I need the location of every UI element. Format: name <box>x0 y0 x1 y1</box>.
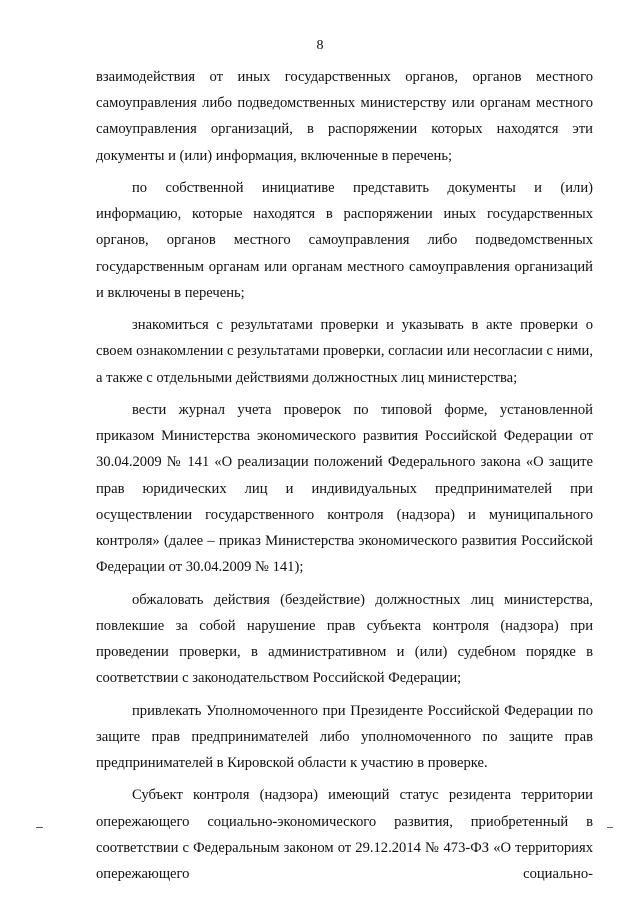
paragraph-appeal-actions: обжаловать действия (бездействие) должностных лиц министерства, повлекшие за собой нарушение прав субъекта контроля (надзора) при проведении проверки, в административном и (или) судебном порядке в соответствии с законодательством Российской Федерации; <box>96 591 593 687</box>
paragraph-inspection-log: вести журнал учета проверок по типовой форме, установленной приказом Министерства экономического развития Российской Федерации от 30.04.2009 № 141 «О реализации положений Федерального закона «О защите прав юридических лиц и индивидуальных предпринимателей при осуществлении государственного контроля (надзора) и муниципального контроля» (далее – приказ Министерства экономического развития Российской Федерации от 30.04.2009 № 141); <box>96 402 593 576</box>
paragraph-ombudsman: привлекать Уполномоченного при Президенте Российской Федерации по защите прав предпринимателей либо уполномоченного по защите прав предпринимателей в Кировской области к участию в проверке. <box>96 702 593 772</box>
paragraph-inspection-results: знакомиться с результатами проверки и указывать в акте проверки о своем ознакомлении с результатами проверки, согласии или несогласии с ними, а также с отдельными действиями должностных лиц министерства; <box>96 317 593 386</box>
page-number: 8 <box>316 38 324 53</box>
paragraph-own-initiative: по собственной инициативе представить документы и (или) информацию, которые находятся в распоряжении иных государственных органов, органов местного самоуправления либо подведомственных государственным органам или органам местного самоуправления организаций и включены в перечень; <box>96 180 593 301</box>
paragraph-interaction-documents: взаимодействия от иных государственных органов, органов местного самоуправления либо подведомственных министерству или органам местного самоуправления организаций, в распоряжении которых находятся эти документы и (или) информация, включенные в перечень; <box>96 69 593 164</box>
document-body <box>96 64 593 893</box>
paragraph-resident-status: Субъект контроля (надзора) имеющий статус резидента территории опережающего социально-экономического развития, приобретенный в соответствии с Федеральным законом от 29.12.2014 № 473-ФЗ «О территориях опережающего социально- <box>96 787 593 883</box>
scan-mark-left <box>36 827 43 828</box>
scan-mark-right <box>607 827 613 828</box>
